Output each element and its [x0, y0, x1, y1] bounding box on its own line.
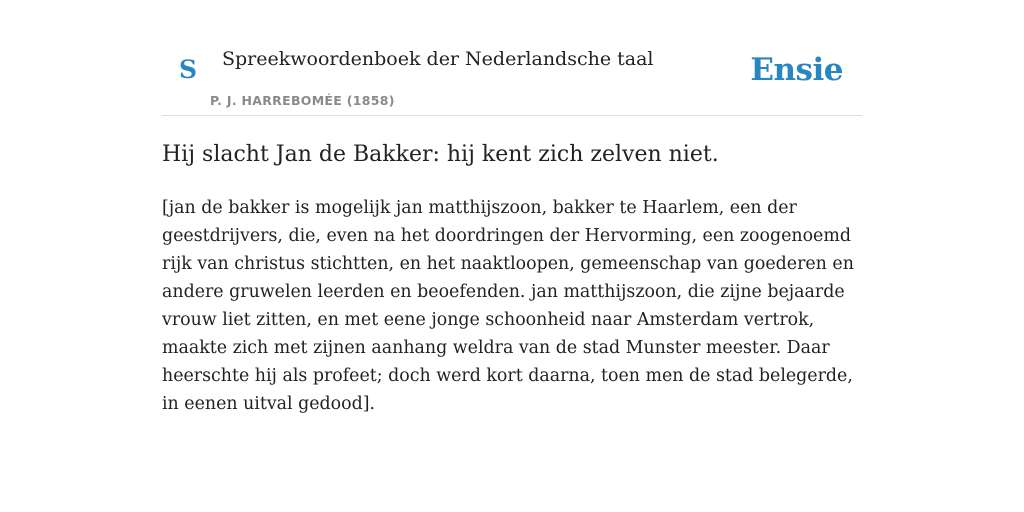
entry-header	[162, 38, 862, 116]
ensie-logo[interactable]: Ensie	[750, 52, 843, 88]
entry-card	[162, 38, 862, 418]
entry-headword: Hij slacht Jan de Bakker: hij kent zich zelven niet.	[162, 142, 719, 167]
book-title-link[interactable]: Spreekwoordenboek der Nederlandsche taal	[222, 48, 654, 70]
letter-badge[interactable]: S	[179, 55, 198, 84]
entry-definition: [jan de bakker is mogelijk jan matthijszoon, bakker te Haarlem, een der geestdrijvers, die, even na het doordringen der Hervorming, een zoogenoemd rijk van christus stichtten, en het naaktloopen, gemeenschap van goederen en andere gruwelen leerden en beoefenden. jan matthijszoon, die zijne bejaarde vrouw liet zitten, en met eene jonge schoonheid naar Amsterdam vertrok, maakte zich met zijnen aanhang weldra van de stad Munster meester. Daar heerschte hij als profeet; doch werd kort daarna, toen men de stad belegerde, in eenen uitval gedood].	[162, 198, 854, 414]
author-label: P. J. HARREBOMÉE (1858)	[210, 93, 395, 108]
